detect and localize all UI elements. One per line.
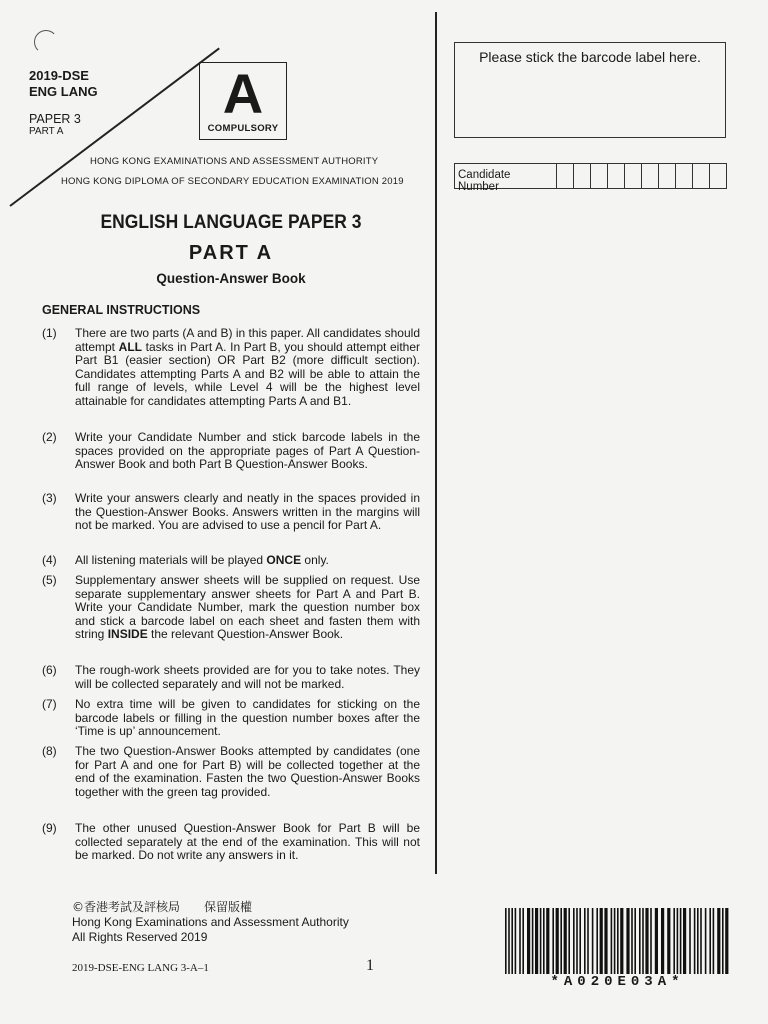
instruction-text: Supplementary answer sheets will be supplied on request. Use separate supplementary answer sheets for Part A and Part B. Write your Candidate Number, mark the question number box and stick a barcode label on each sheet and fasten them with string INSIDE the relevant Question-Answer Book. (75, 573, 420, 642)
authority-name: HONG KONG EXAMINATIONS AND ASSESSMENT AUTHORITY (90, 156, 379, 167)
copyright-authority: Hong Kong Examinations and Assessment Authority (72, 915, 349, 929)
exam-name: HONG KONG DIPLOMA OF SECONDARY EDUCATION EXAMINATION 2019 (61, 176, 404, 187)
barcode-bar (661, 908, 664, 974)
barcode-bar (540, 908, 542, 974)
barcode-bar (505, 908, 507, 974)
instruction-number: (4) (42, 553, 57, 567)
barcode-bar (600, 908, 603, 974)
barcode-bar (655, 908, 658, 974)
barcode-bar (650, 908, 652, 974)
instruction-text: There are two parts (A and B) in this paper. All candidates should attempt ALL tasks in Part A. In Part B, you should attempt either Part B1 (easier section) OR Part B2 (more difficult section). Candidates attempting Parts A and B2 will be able to attain the full range of levels, while Level 4 will be the highest level attainable for candidates attempting Parts A and B1. (75, 326, 420, 408)
candidate-digit-box[interactable] (574, 164, 591, 188)
barcode-bar (522, 908, 524, 974)
barcode-bar (705, 908, 707, 974)
instruction-item (42, 554, 420, 568)
barcode-bar (673, 908, 675, 974)
barcode-bar (556, 908, 559, 974)
instruction-item (42, 664, 420, 691)
instruction-text: The other unused Question-Answer Book for Part B will be collected separately at the end of the examination. This will not be marked. Do not write any answers in it. (75, 821, 420, 863)
instruction-text: Write your Candidate Number and stick barcode labels in the spaces provided on the appropriate pages of Part A Question-Answer Book and both Part B Question-Answer Books. (75, 430, 420, 472)
barcode-label-box (454, 42, 726, 138)
barcode-bar (697, 908, 699, 974)
barcode-bar (642, 908, 644, 974)
instruction-item (42, 431, 420, 472)
barcode-bar (552, 908, 554, 974)
part-title: PART A (188, 242, 274, 264)
paper-title: ENGLISH LANGUAGE PAPER 3 (100, 212, 362, 233)
barcode-bar (717, 908, 720, 974)
page-number: 1 (366, 957, 374, 974)
book-title: Question-Answer Book (156, 271, 306, 286)
candidate-number-label: Candidate Number (455, 164, 557, 188)
instruction-text: The rough-work sheets provided are for you to take notes. They will be collected separately and will not be marked. (75, 663, 420, 691)
instruction-text: Write your answers clearly and neatly in the spaces provided in the Question-Answer Books. Answers written in the margins will not be marked. You are advised to use a pencil for Part A. (75, 491, 420, 533)
instruction-item (42, 698, 420, 739)
barcode-bar (592, 908, 594, 974)
instruction-item (42, 492, 420, 533)
candidate-digit-box[interactable] (693, 164, 710, 188)
punch-hole-mark (34, 30, 58, 54)
instruction-number: (2) (42, 430, 57, 444)
barcode-bar (617, 908, 619, 974)
candidate-digit-box[interactable] (642, 164, 659, 188)
candidate-number-grid (454, 163, 727, 193)
barcode-bar (689, 908, 691, 974)
instruction-number: (3) (42, 491, 57, 505)
instruction-text: The two Question-Answer Books attempted by candidates (one for Part A and one for Part B) will be collected together at the end of the examination. Fasten the two Question-Answer Books together with the green tag provided. (75, 744, 420, 799)
barcode-bar (543, 908, 545, 974)
instruction-number: (5) (42, 573, 57, 587)
candidate-digit-box[interactable] (659, 164, 676, 188)
paper-code: 2019-DSE-ENG LANG 3-A–1 (72, 962, 209, 974)
barcode-bar (694, 908, 696, 974)
barcode-graphic (505, 908, 730, 974)
compulsory-badge (199, 62, 287, 140)
barcode-bar (535, 908, 538, 974)
barcode-bar (568, 908, 570, 974)
candidate-digit-box[interactable] (557, 164, 574, 188)
barcode-bar (527, 908, 530, 974)
barcode-bar (576, 908, 578, 974)
instruction-number: (9) (42, 821, 57, 835)
instruction-item (42, 745, 420, 799)
barcode-bar (677, 908, 679, 974)
barcode-bar (626, 908, 629, 974)
barcode-bar (700, 908, 702, 974)
instruction-text: No extra time will be given to candidates for sticking on the barcode labels or filling in the question number boxes after the ‘Time is up’ announcement. (75, 697, 420, 739)
barcode-bar (573, 908, 575, 974)
copyright-chinese: ©香港考試及評核局 保留版權 (72, 900, 253, 914)
barcode-bar (596, 908, 598, 974)
barcode-bar (614, 908, 616, 974)
exam-code: 2019-DSE (29, 68, 89, 83)
instruction-number: (6) (42, 663, 57, 677)
barcode-bar (511, 908, 513, 974)
part-label: PART A (29, 126, 64, 137)
barcode-bar (564, 908, 567, 974)
instruction-item (42, 822, 420, 863)
barcode-bar (546, 908, 549, 974)
barcode-bar (680, 908, 682, 974)
badge-letter: A (222, 62, 264, 125)
barcode-bar (560, 908, 562, 974)
instruction-number: (7) (42, 697, 57, 711)
instruction-text: All listening materials will be played ONCE only. (75, 553, 329, 567)
instructions-heading: GENERAL INSTRUCTIONS (42, 303, 201, 317)
barcode-bar (579, 908, 581, 974)
barcode-bar (532, 908, 534, 974)
copyright-rights: All Rights Reserved 2019 (72, 930, 208, 944)
subject-code: ENG LANG (29, 84, 98, 99)
candidate-digit-box[interactable] (608, 164, 625, 188)
barcode-bar (587, 908, 589, 974)
column-divider (435, 12, 437, 874)
barcode-bar (725, 908, 728, 974)
barcode-bar (683, 908, 686, 974)
badge-caption: COMPULSORY (207, 123, 279, 134)
barcode-bar (620, 908, 623, 974)
barcode-bar (722, 908, 724, 974)
paper-label: PAPER 3 (29, 112, 81, 126)
barcode-text: *A020E03A* (550, 974, 685, 990)
barcode-bar (667, 908, 670, 974)
barcode-bar (611, 908, 613, 974)
candidate-digit-box[interactable] (710, 164, 726, 188)
candidate-digit-box[interactable] (676, 164, 693, 188)
barcode-bar (584, 908, 586, 974)
candidate-digit-box[interactable] (591, 164, 608, 188)
barcode-bar (709, 908, 711, 974)
barcode-bar (519, 908, 521, 974)
barcode-bar (713, 908, 715, 974)
barcode-label-text: Please stick the barcode label here. (479, 49, 701, 65)
instruction-item (42, 574, 420, 642)
barcode-bar (508, 908, 510, 974)
barcode-bar (645, 908, 648, 974)
barcode-bar (515, 908, 517, 974)
barcode-bar (631, 908, 633, 974)
instruction-item (42, 327, 420, 409)
candidate-digit-box[interactable] (625, 164, 642, 188)
barcode-bar (639, 908, 641, 974)
instruction-number: (1) (42, 326, 57, 340)
barcode-bar (634, 908, 636, 974)
barcode-bar (604, 908, 607, 974)
instruction-number: (8) (42, 744, 57, 758)
